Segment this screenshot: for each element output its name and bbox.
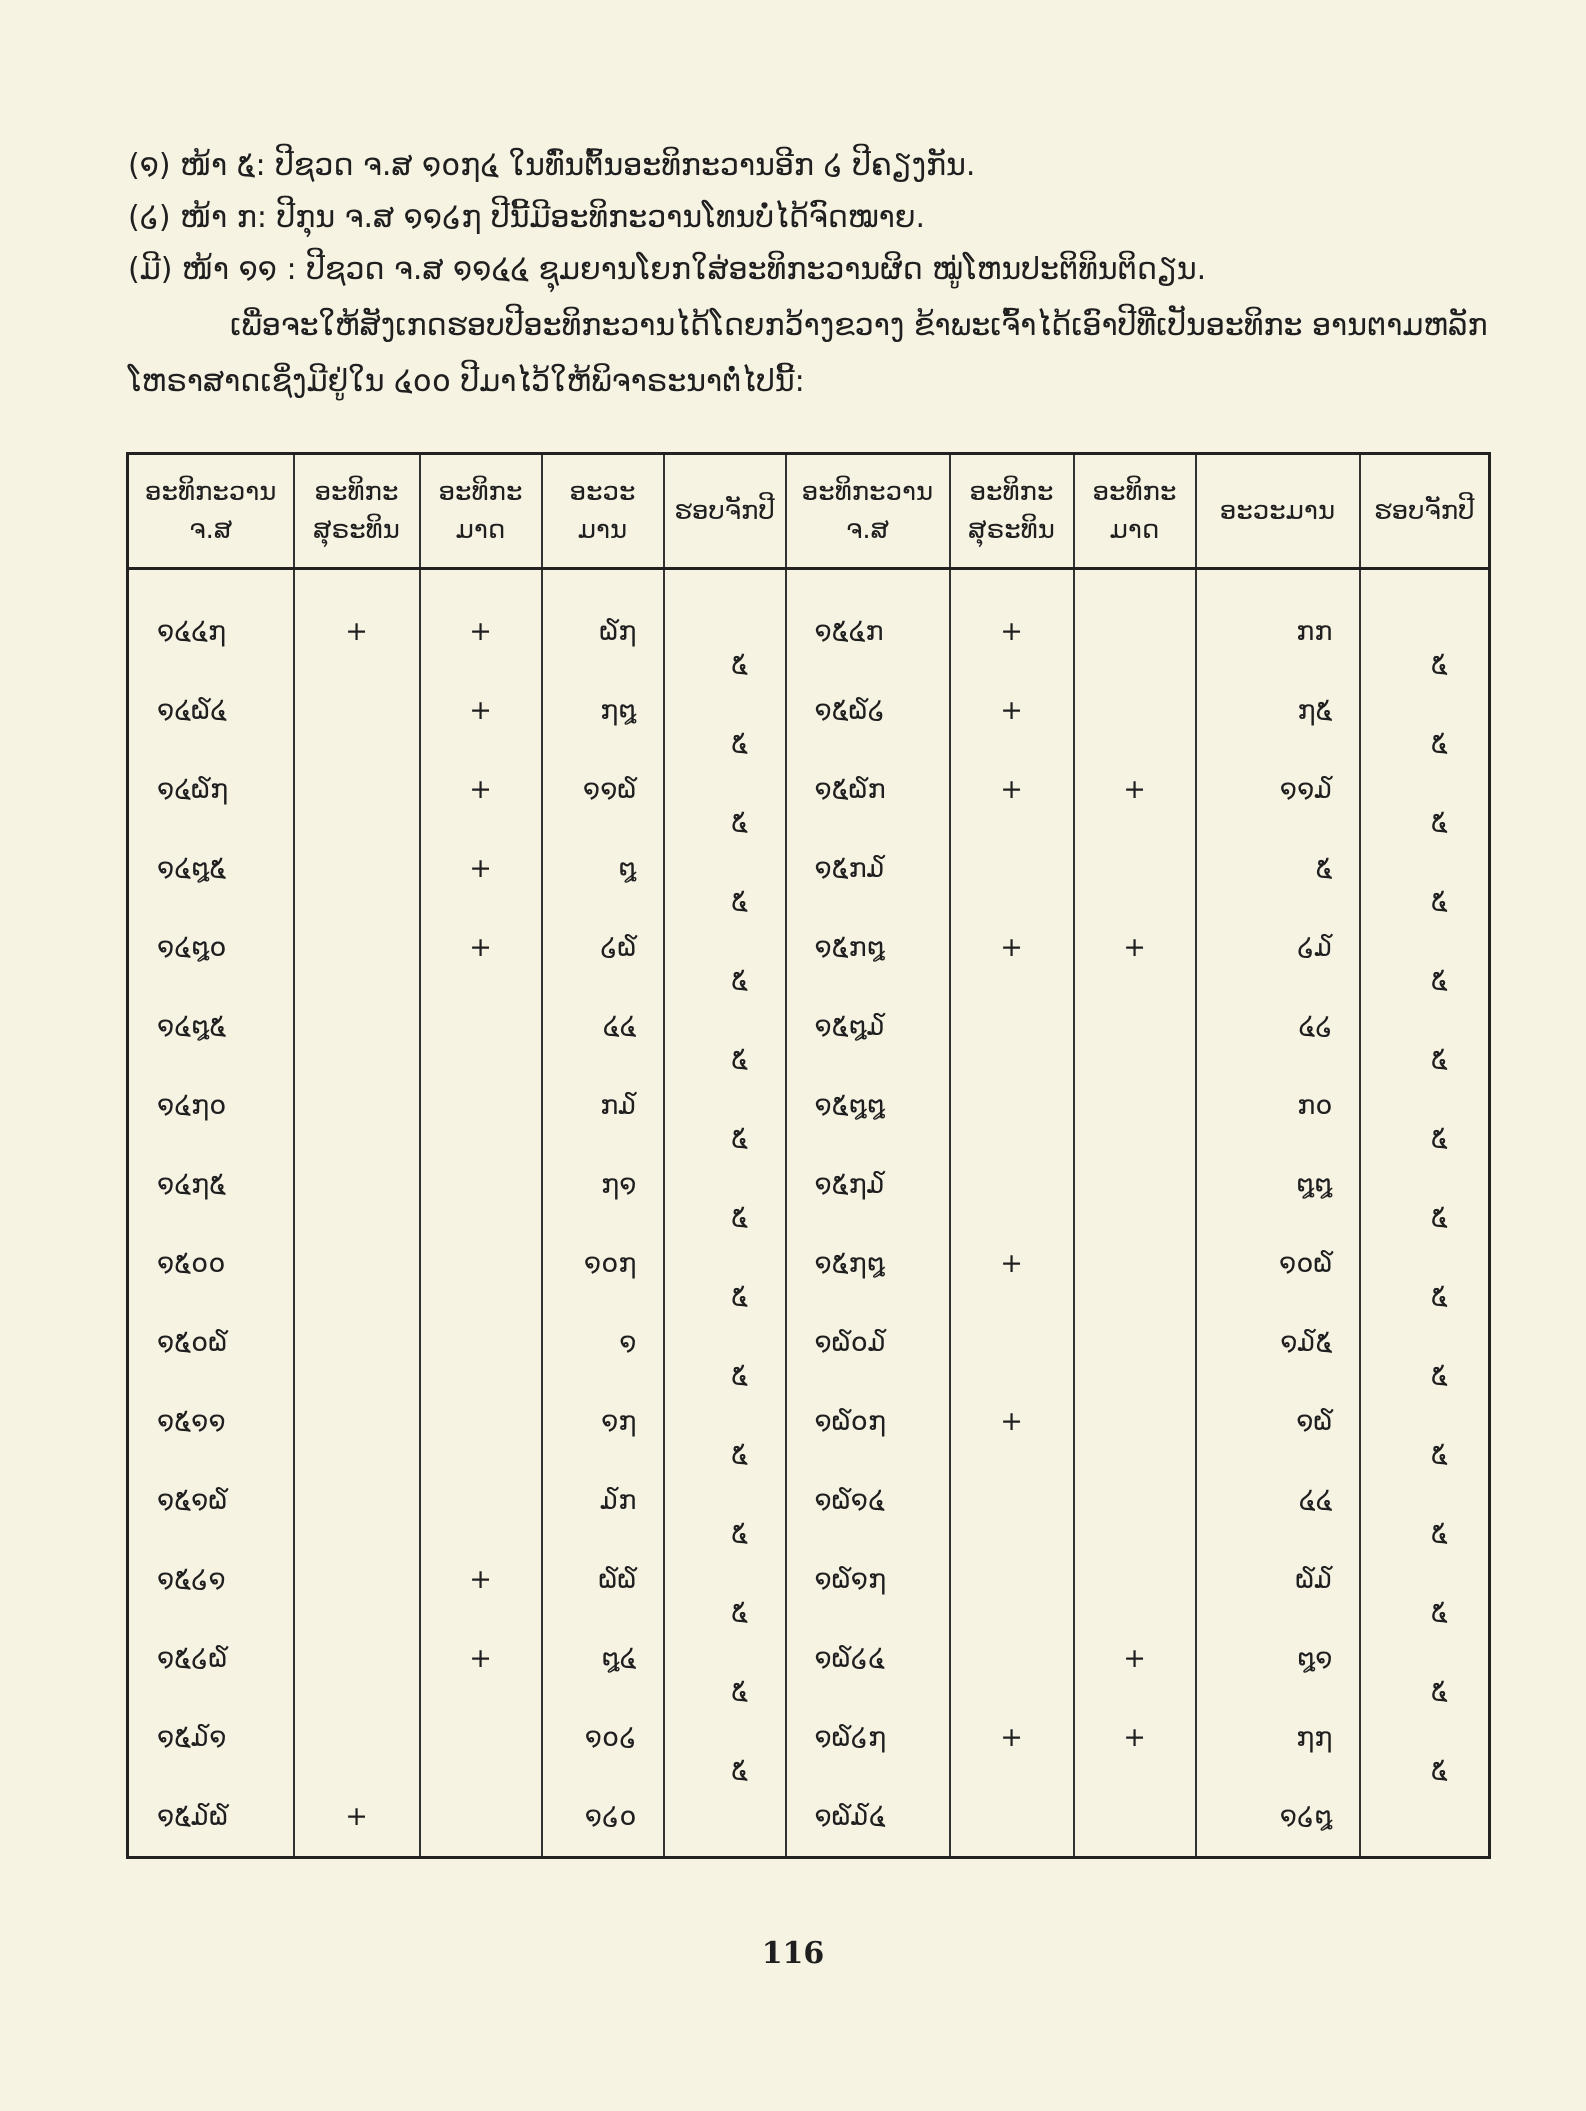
column-cycle bbox=[664, 569, 786, 1858]
table-cell-mat bbox=[421, 1698, 541, 1777]
table-cell-mat bbox=[421, 1303, 541, 1382]
header-suradin: ອະທິກະ ສຸຣະທິນ bbox=[294, 454, 420, 569]
table-cell-mat bbox=[1075, 1224, 1195, 1303]
cycle-value: ໕ bbox=[731, 728, 748, 759]
note-3 bbox=[128, 244, 1488, 296]
table-cell-sud: + bbox=[1000, 1722, 1023, 1753]
table-cell-year: ໑໔໔໗ bbox=[157, 616, 227, 647]
column-suradin bbox=[294, 569, 420, 1858]
cycle-value: ໕ bbox=[1430, 1597, 1448, 1628]
table-cell-ava: ໕ bbox=[1315, 853, 1333, 884]
table-cell-sud bbox=[295, 1382, 419, 1461]
table-cell-ava: ໖໖ bbox=[598, 1564, 637, 1595]
table-cell-ava: ໒໖ bbox=[600, 932, 637, 963]
table-cell-year: ໑໕໖໒ bbox=[814, 695, 885, 726]
cycle-value: ໕ bbox=[731, 1281, 748, 1312]
table-cell-sud bbox=[295, 987, 419, 1066]
column-avaman bbox=[542, 569, 664, 1858]
table-cell-mat bbox=[421, 1145, 541, 1224]
header-mat-2: ອະທິກະ ມາດ bbox=[1074, 454, 1196, 569]
table-cell-mat bbox=[1075, 1382, 1195, 1461]
table-cell-sud: + bbox=[1000, 932, 1023, 963]
table-cell-mat: + bbox=[469, 695, 492, 726]
table-cell-ava: ກກ bbox=[1296, 616, 1333, 647]
table-cell-ava: ໘໔ bbox=[601, 1643, 637, 1674]
table-cell-ava: ໑໐໒ bbox=[584, 1722, 637, 1753]
table-cell-year: ໑໕໓໖ bbox=[157, 1801, 229, 1832]
table-cell-ava: ໑໒໐ bbox=[584, 1801, 637, 1832]
table-cell-mat bbox=[421, 1461, 541, 1540]
table-body bbox=[128, 569, 1490, 1858]
cycle-value: ໕ bbox=[1430, 728, 1448, 759]
table-cell-sud bbox=[951, 1303, 1073, 1382]
header-avaman: ອະວະ ມານ bbox=[542, 454, 664, 569]
table-cell-year: ໑໕໒໑ bbox=[157, 1564, 226, 1595]
note-marker: (ມີ) bbox=[128, 252, 173, 287]
table-cell-sud bbox=[295, 1224, 419, 1303]
table-cell-ava: ໘໘ bbox=[1296, 1169, 1333, 1200]
cycle-value: ໕ bbox=[731, 886, 748, 917]
table-cell-year: ໑໔໖໗ bbox=[157, 774, 229, 805]
cycle-value: ໕ bbox=[731, 1360, 748, 1391]
table-cell-mat bbox=[1075, 1145, 1195, 1224]
table-cell-sud bbox=[951, 987, 1073, 1066]
header-avaman-2: ອະວະມານ bbox=[1196, 454, 1360, 569]
cycle-value: ໕ bbox=[1430, 807, 1448, 838]
cycle-value: ໕ bbox=[1430, 886, 1448, 917]
note-text: ໜ້າ ໕: ປີຊວດ ຈ.ສ ໑໐໗໔ ໃນທົ່ນຕົ້ນອະທິກະວານອີກ ໒ ປີຄຽງກັນ. bbox=[180, 148, 976, 183]
table-cell-sud bbox=[295, 908, 419, 987]
table-cell-mat bbox=[421, 1382, 541, 1461]
table-cell-ava: ໑ bbox=[619, 1327, 637, 1358]
table-cell-year: ໑໕໖ກ bbox=[814, 774, 886, 805]
table-cell-ava: ໑໑໓ bbox=[1279, 774, 1333, 805]
table-cell-year: ໑໖໒໗ bbox=[814, 1722, 887, 1753]
table-cell-sud bbox=[951, 1066, 1073, 1145]
column-mat bbox=[420, 569, 542, 1858]
cycle-value: ໕ bbox=[1430, 965, 1448, 996]
header-year: ອະທິກະວານ ຈ.ສ bbox=[128, 454, 294, 569]
cycle-value: ໕ bbox=[731, 1597, 748, 1628]
table-cell-sud bbox=[295, 829, 419, 908]
table-cell-ava: ໔໔ bbox=[1298, 1485, 1333, 1516]
table-cell-mat bbox=[1075, 1461, 1195, 1540]
table-cell-mat: + bbox=[1123, 932, 1146, 963]
column-avaman-2 bbox=[1196, 569, 1360, 1858]
cycle-value: ໕ bbox=[731, 649, 748, 680]
cycle-value: ໕ bbox=[731, 1755, 748, 1786]
table-cell-mat bbox=[421, 1777, 541, 1856]
table-cell-sud bbox=[295, 750, 419, 829]
table-cell-sud bbox=[295, 1619, 419, 1698]
notes-block bbox=[128, 140, 1488, 410]
column-year-2 bbox=[786, 569, 950, 1858]
table-cell-year: ໑໕໗໓ bbox=[814, 1169, 885, 1200]
table-cell-sud bbox=[295, 1698, 419, 1777]
table-cell-year: ໑໖໓໔ bbox=[814, 1801, 886, 1832]
table-cell-year: ໑໔໘໕ bbox=[157, 1011, 227, 1042]
table-cell-mat bbox=[1075, 1303, 1195, 1382]
cycle-value: ໕ bbox=[1430, 649, 1448, 680]
table-cell-mat bbox=[1075, 592, 1195, 671]
column-suradin-2 bbox=[950, 569, 1074, 1858]
table-cell-year: ໑໔໗໕ bbox=[157, 1169, 227, 1200]
table-cell-ava: ໗໗ bbox=[1296, 1722, 1333, 1753]
table-cell-sud bbox=[295, 1066, 419, 1145]
note-marker: (໒) bbox=[128, 200, 171, 235]
table-cell-mat: + bbox=[469, 932, 492, 963]
table-cell-sud bbox=[295, 1540, 419, 1619]
table-cell-year: ໑໕໔ກ bbox=[814, 616, 884, 647]
column-year bbox=[128, 569, 294, 1858]
cycle-value: ໕ bbox=[731, 1123, 748, 1154]
cycle-value: ໕ bbox=[731, 1676, 748, 1707]
header-cycle: ຮອບຈັກປີ bbox=[664, 454, 786, 569]
table-cell-mat: + bbox=[1123, 1643, 1146, 1674]
table-cell-sud: + bbox=[1000, 695, 1023, 726]
cycle-value: ໕ bbox=[731, 965, 748, 996]
header-mat: ອະທິກະ ມາດ bbox=[420, 454, 542, 569]
table-cell-ava: ໑໖ bbox=[1296, 1406, 1333, 1437]
table-cell-year: ໑໕໑໑ bbox=[157, 1406, 226, 1437]
table-cell-mat bbox=[1075, 829, 1195, 908]
table-cell-ava: ໑໑໖ bbox=[582, 774, 637, 805]
table-cell-sud bbox=[951, 1777, 1073, 1856]
table-cell-mat: + bbox=[469, 1643, 492, 1674]
table-cell-mat bbox=[421, 1066, 541, 1145]
table-cell-ava: ໗໕ bbox=[1297, 695, 1333, 726]
table-cell-year: ໑໕໒໖ bbox=[157, 1643, 228, 1674]
table-cell-ava: ໖໓ bbox=[1295, 1564, 1333, 1595]
table-cell-ava: ໓ກ bbox=[600, 1485, 637, 1516]
table-cell-year: ໑໖໑໔ bbox=[814, 1485, 885, 1516]
table-cell-year: ໑໕໘໘ bbox=[814, 1090, 886, 1121]
table-cell-ava: ໒໓ bbox=[1297, 932, 1333, 963]
table-cell-sud: + bbox=[345, 1801, 368, 1832]
table-cell-ava: ໑໒໘ bbox=[1279, 1801, 1333, 1832]
table-cell-mat bbox=[421, 987, 541, 1066]
table-cell-ava: ໘໑ bbox=[1297, 1643, 1333, 1674]
table-cell-year: ໑໕ກ໘ bbox=[814, 932, 885, 963]
table-cell-sud bbox=[295, 671, 419, 750]
table-cell-year: ໑໔໖໔ bbox=[157, 695, 228, 726]
table-cell-mat: + bbox=[469, 1564, 492, 1595]
table-cell-ava: ໑໓໕ bbox=[1280, 1327, 1333, 1358]
table-cell-year: ໑໕໗໘ bbox=[814, 1248, 885, 1279]
table-cell-year: ໑໖໐໓ bbox=[814, 1327, 887, 1358]
table-cell-mat: + bbox=[469, 774, 492, 805]
cycle-value: ໕ bbox=[1430, 1360, 1448, 1391]
note-1 bbox=[128, 140, 1488, 192]
column-cycle-2 bbox=[1360, 569, 1490, 1858]
table-cell-year: ໑໕ກ໓ bbox=[814, 853, 885, 884]
table-cell-year: ໑໔໗໐ bbox=[157, 1090, 227, 1121]
table-cell-ava: ໑໗ bbox=[601, 1406, 637, 1437]
header-suradin-2: ອະທິກະ ສຸຣະທິນ bbox=[950, 454, 1074, 569]
table-cell-sud bbox=[295, 1145, 419, 1224]
cycle-value: ໕ bbox=[1430, 1676, 1448, 1707]
table-cell-year: ໑໕໘໓ bbox=[814, 1011, 885, 1042]
table-cell-mat: + bbox=[469, 616, 492, 647]
table-cell-sud bbox=[951, 1145, 1073, 1224]
table-cell-mat bbox=[1075, 1540, 1195, 1619]
table-cell-mat bbox=[421, 1224, 541, 1303]
table-cell-mat: + bbox=[1123, 1722, 1146, 1753]
table-cell-ava: ໖໗ bbox=[599, 616, 637, 647]
table-cell-sud bbox=[951, 1619, 1073, 1698]
header-year-2: ອະທິກະວານ ຈ.ສ bbox=[786, 454, 950, 569]
table-cell-sud bbox=[295, 1461, 419, 1540]
table-cell-sud bbox=[951, 829, 1073, 908]
table-cell-mat: + bbox=[1123, 774, 1146, 805]
table-cell-ava: ກ໓ bbox=[600, 1090, 637, 1121]
table-cell-sud: + bbox=[1000, 774, 1023, 805]
table-cell-year: ໑໖໐໗ bbox=[814, 1406, 887, 1437]
paragraph-text: ເພື່ອຈະໃຫ້ສັງເກດຮອບປີອະທິກະວານໄດ້ໂດຍກວ້າງຂວາງ ຂ້າພະເຈົ້າໄດ້ເອົາປີທີ່ເປັນອະທິກະ ອານຕາມຫລັກໂຫຣາສາດເຊິ່ງມີຢູ່ໃນ ໔໐໐ ປີມາໄວ້ໃຫ້ພິຈາຣະນາຕໍ່ໄປນີ້: bbox=[128, 308, 1488, 399]
table-cell-sud: + bbox=[1000, 1406, 1023, 1437]
table-cell-sud bbox=[951, 1540, 1073, 1619]
cycle-value: ໕ bbox=[1430, 1202, 1448, 1233]
column-mat-2 bbox=[1074, 569, 1196, 1858]
note-text: ໜ້າ ກ: ປີກຸນ ຈ.ສ ໑໑໒໗ ປີນີ້ມີອະທິກະວານໂທນບໍ່ໄດ້ຈົດໝາຍ. bbox=[180, 200, 926, 235]
table-cell-year: ໑໕໐໖ bbox=[157, 1327, 228, 1358]
header-cycle-2: ຮອບຈັກປີ bbox=[1360, 454, 1490, 569]
cycle-value: ໕ bbox=[1430, 1439, 1448, 1470]
note-text: ໜ້າ ໑໑ : ປີຊວດ ຈ.ສ ໑໑໔໔ ຊຸມຍານໂຍກໃສ່ອະທິກະວານຜິດ ໝູ່ໂຫນປະຕິທິນຕິດຽນ. bbox=[182, 252, 1207, 287]
table-cell-mat bbox=[1075, 671, 1195, 750]
table-cell-sud: + bbox=[1000, 616, 1023, 647]
table-cell-year: ໑໔໘໐ bbox=[157, 932, 227, 963]
table-cell-year: ໑໖໒໔ bbox=[814, 1643, 885, 1674]
cycle-value: ໕ bbox=[731, 1439, 748, 1470]
table-cell-year: ໑໔໘໕ bbox=[157, 853, 227, 884]
cycle-value: ໕ bbox=[731, 1044, 748, 1075]
table-cell-sud: + bbox=[1000, 1248, 1023, 1279]
table-cell-ava: ໗໑ bbox=[601, 1169, 637, 1200]
table-cell-year: ໑໕໐໐ bbox=[157, 1248, 226, 1279]
cycle-value: ໕ bbox=[1430, 1755, 1448, 1786]
table-cell-mat bbox=[1075, 1777, 1195, 1856]
table-cell-ava: ກ໐ bbox=[1297, 1090, 1333, 1121]
cycle-value: ໕ bbox=[1430, 1281, 1448, 1312]
adhikavara-table bbox=[126, 452, 1491, 1859]
cycle-value: ໕ bbox=[1430, 1123, 1448, 1154]
note-2 bbox=[128, 192, 1488, 244]
cycle-value: ໕ bbox=[1430, 1044, 1448, 1075]
table-cell-ava: ໗໘ bbox=[600, 695, 637, 726]
table-cell-ava: ໑໐໗ bbox=[583, 1248, 637, 1279]
intro-paragraph bbox=[128, 298, 1488, 410]
page-number: 116 bbox=[761, 1936, 825, 1971]
note-marker: (໑) bbox=[128, 148, 171, 183]
table-cell-sud bbox=[295, 1303, 419, 1382]
table-cell-sud bbox=[951, 1461, 1073, 1540]
table-cell-sud: + bbox=[345, 616, 368, 647]
cycle-value: ໕ bbox=[731, 807, 748, 838]
cycle-value: ໕ bbox=[1430, 1518, 1448, 1549]
table-cell-ava: ໔໒ bbox=[1298, 1011, 1333, 1042]
cycle-value: ໕ bbox=[731, 1202, 748, 1233]
table-cell-mat bbox=[1075, 987, 1195, 1066]
table-cell-ava: ໑໐໖ bbox=[1279, 1248, 1333, 1279]
table-cell-mat bbox=[1075, 1066, 1195, 1145]
table-cell-year: ໑໖໑໗ bbox=[814, 1564, 887, 1595]
cycle-value: ໕ bbox=[731, 1518, 748, 1549]
table-cell-year: ໑໕໑໖ bbox=[157, 1485, 228, 1516]
table-header-row bbox=[128, 454, 1490, 569]
table-cell-ava: ໔໔ bbox=[602, 1011, 637, 1042]
table-cell-year: ໑໕໓໑ bbox=[157, 1722, 227, 1753]
table-cell-mat: + bbox=[469, 853, 492, 884]
table-cell-ava: ໘ bbox=[618, 853, 637, 884]
